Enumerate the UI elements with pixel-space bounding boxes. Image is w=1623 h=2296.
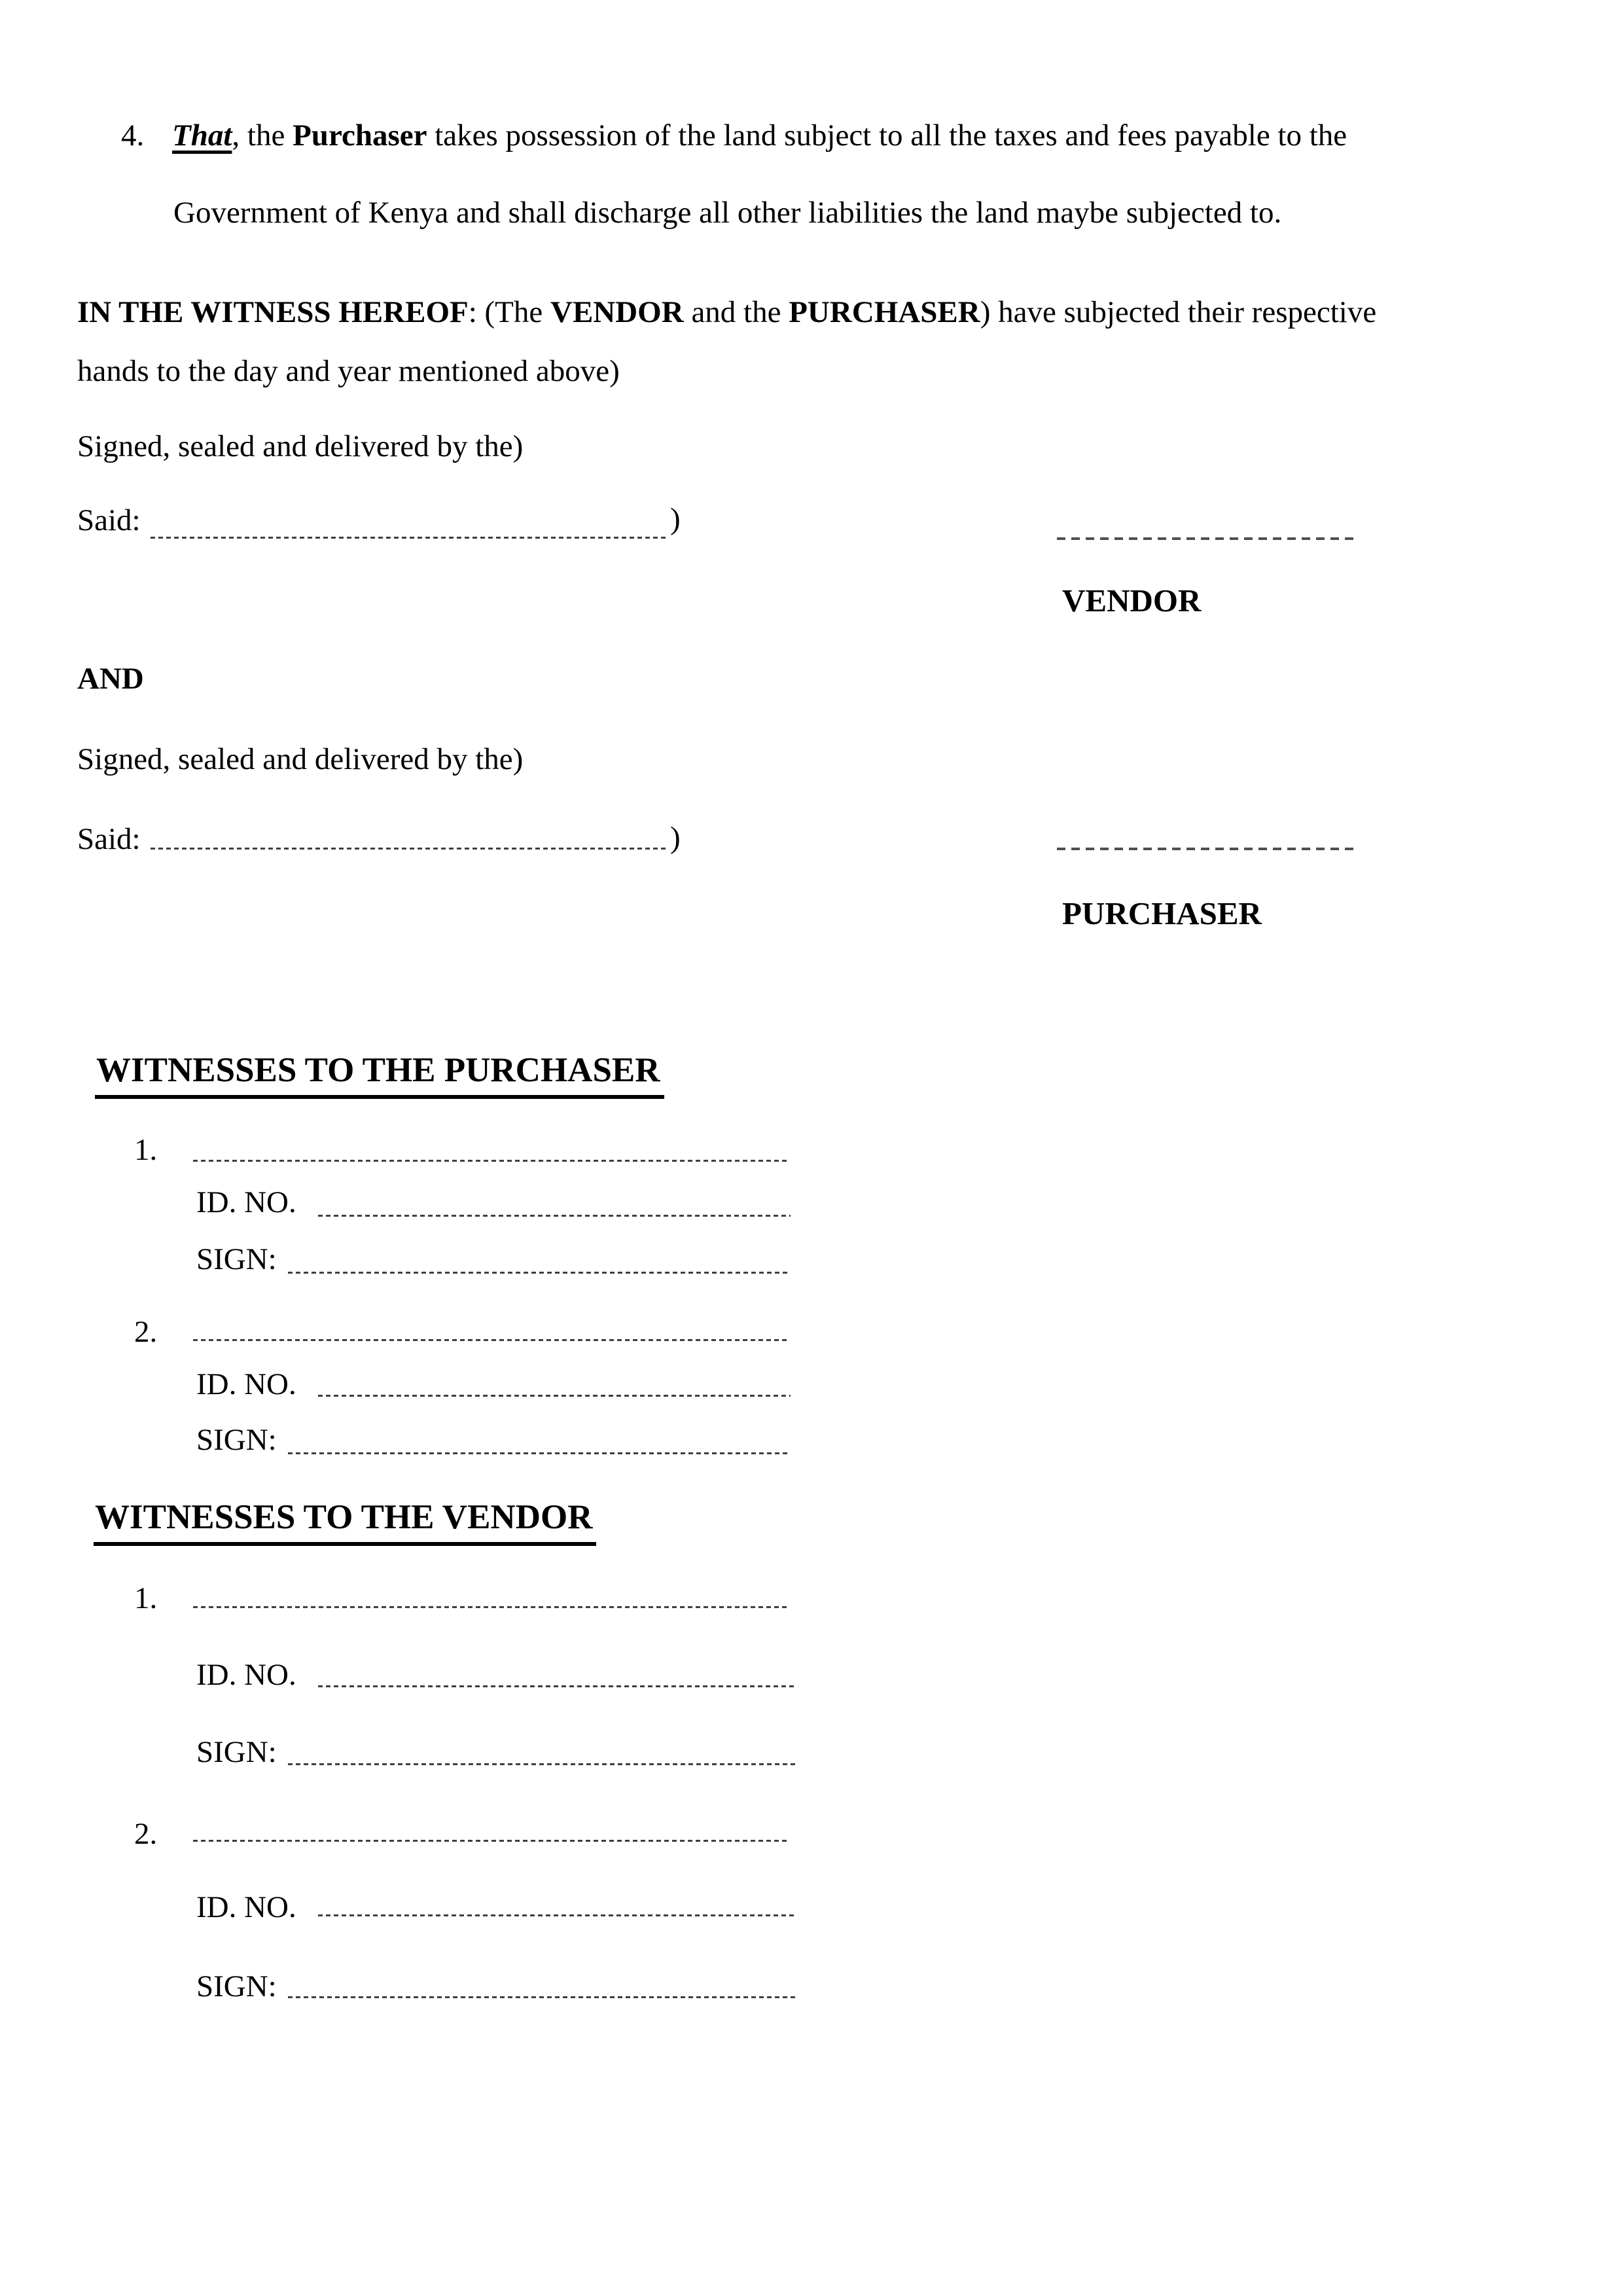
witness-v1-sign-line[interactable] bbox=[288, 1763, 795, 1765]
purchaser-said-fill-line[interactable] bbox=[151, 848, 668, 850]
witness-p1-name-line[interactable] bbox=[193, 1160, 789, 1162]
witnesses-purchaser-heading: WITNESSES TO THE PURCHASER bbox=[95, 1050, 664, 1099]
witness-clause-vendor-word: VENDOR bbox=[550, 295, 684, 329]
and-connector: AND bbox=[77, 662, 144, 696]
witness-v2-id-line[interactable] bbox=[318, 1914, 796, 1916]
witness-v1-sign-label: SIGN: bbox=[196, 1735, 277, 1769]
vendor-said-fill-line[interactable] bbox=[151, 537, 668, 539]
witness-clause-line1 bbox=[77, 295, 1376, 330]
witness-clause-hereof: IN THE WITNESS HEREOF bbox=[77, 295, 469, 329]
witness-clause-mid1: : (The bbox=[468, 295, 550, 329]
witness-v2-sign-line[interactable] bbox=[288, 1996, 795, 1998]
clause-4-that: That bbox=[172, 118, 232, 152]
witness-clause-purchaser-word: PURCHASER bbox=[789, 295, 980, 329]
witness-p2-number: 2. bbox=[134, 1315, 158, 1349]
clause-4-number: 4. bbox=[121, 118, 145, 152]
vendor-label: VENDOR bbox=[1062, 583, 1202, 619]
purchaser-said-closing-paren: ) bbox=[670, 821, 681, 855]
witness-p1-sign-label: SIGN: bbox=[196, 1242, 277, 1276]
clause-4-line2: Government of Kenya and shall discharge all other liabilities the land maybe subjected to. bbox=[173, 196, 1282, 230]
clause-4-after-that: , the bbox=[232, 118, 293, 152]
vendor-said-closing-paren: ) bbox=[670, 502, 681, 536]
purchaser-said-label: Said: bbox=[77, 822, 141, 856]
vendor-signed-clause: Signed, sealed and delivered by the) bbox=[77, 429, 524, 463]
vendor-signature-line[interactable] bbox=[1057, 537, 1355, 540]
clause-4-line1 bbox=[172, 118, 1347, 153]
witness-p1-id-line[interactable] bbox=[318, 1215, 791, 1217]
witness-v1-name-line[interactable] bbox=[193, 1606, 789, 1608]
witness-p2-name-line[interactable] bbox=[193, 1339, 789, 1341]
purchaser-label: PURCHASER bbox=[1062, 895, 1262, 931]
witness-p1-id-label: ID. NO. bbox=[196, 1185, 296, 1219]
witness-p2-sign-label: SIGN: bbox=[196, 1423, 277, 1457]
witness-v2-number: 2. bbox=[134, 1817, 158, 1851]
witness-v2-sign-label: SIGN: bbox=[196, 1969, 277, 2003]
witness-p2-id-label: ID. NO. bbox=[196, 1367, 296, 1401]
witness-v2-name-line[interactable] bbox=[193, 1840, 789, 1842]
witness-p1-number: 1. bbox=[134, 1133, 158, 1167]
clause-4-purchaser-word: Purchaser bbox=[293, 118, 427, 152]
witness-clause-line2: hands to the day and year mentioned above) bbox=[77, 354, 620, 388]
witness-v1-id-line[interactable] bbox=[318, 1685, 796, 1687]
witness-v1-number: 1. bbox=[134, 1581, 158, 1615]
witnesses-purchaser-heading-wrap bbox=[96, 1050, 664, 1099]
witnesses-vendor-heading: WITNESSES TO THE VENDOR bbox=[94, 1498, 596, 1546]
witness-p2-id-line[interactable] bbox=[318, 1395, 791, 1397]
clause-4-line1-rest: takes possession of the land subject to all the taxes and fees payable to the bbox=[427, 118, 1347, 152]
witness-clause-line1-rest: ) have subjected their respective bbox=[980, 295, 1377, 329]
witness-v1-id-label: ID. NO. bbox=[196, 1658, 296, 1692]
witness-clause-mid2: and the bbox=[683, 295, 789, 329]
vendor-said-label: Said: bbox=[77, 503, 141, 537]
witnesses-vendor-heading-wrap bbox=[95, 1498, 596, 1546]
purchaser-signature-line[interactable] bbox=[1057, 848, 1355, 850]
witness-v2-id-label: ID. NO. bbox=[196, 1890, 296, 1924]
witness-p1-sign-line[interactable] bbox=[288, 1272, 791, 1274]
purchaser-signed-clause: Signed, sealed and delivered by the) bbox=[77, 742, 524, 776]
witness-p2-sign-line[interactable] bbox=[288, 1452, 791, 1454]
